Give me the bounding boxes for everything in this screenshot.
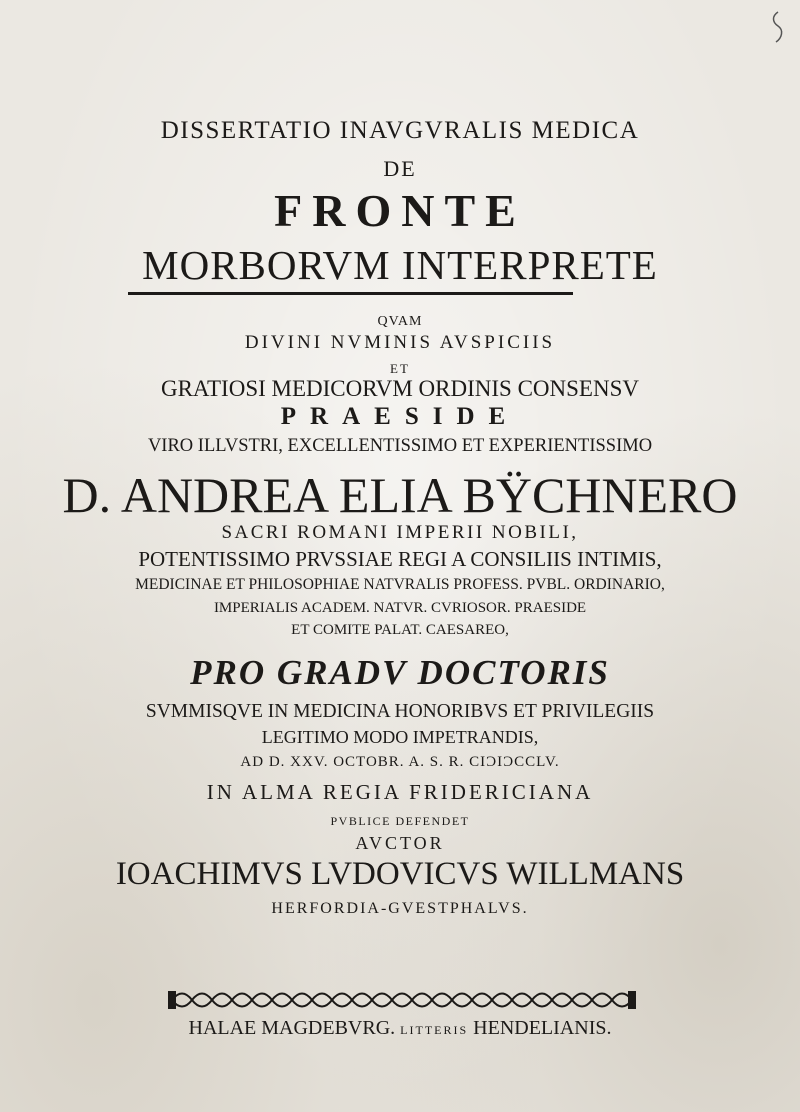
defendet-line: PVBLICE DEFENDET xyxy=(330,814,470,828)
corner-stamp-mark xyxy=(760,8,790,48)
date-line: AD D. XXV. OCTOBR. A. S. R. CIƆIƆCCLV. xyxy=(240,754,560,770)
viro-line: VIRO ILLVSTRI, EXCELLENTISSIMO ET EXPERIENTISSIMO xyxy=(147,436,653,456)
dissertation-heading: DISSERTATIO INAVGVRALIS MEDICA xyxy=(160,117,640,144)
university-line: IN ALMA REGIA FRIDERICIANA xyxy=(206,780,594,804)
imprint-litteris: LITTERIS xyxy=(400,1023,469,1037)
author-name: IOACHIMVS LVDOVICVS WILLMANS xyxy=(115,856,685,892)
qvam-word: QVAM xyxy=(377,314,423,329)
imprint-place: HALAE MAGDEBVRG. xyxy=(188,1017,396,1039)
potentissimo-line: POTENTISSIMO PRVSSIAE REGI A CONSILIIS INTIMIS, xyxy=(138,547,662,571)
praeside-word: PRAESIDE xyxy=(280,403,520,430)
imperialis-line: IMPERIALIS ACADEM. NATVR. CVRIOSOR. PRAESIDE xyxy=(213,600,587,616)
author-origin: HERFORDIA-GVESTPHALVS. xyxy=(271,900,529,917)
title-rule xyxy=(128,292,573,295)
de-word: DE xyxy=(383,156,417,181)
medicinae-line: MEDICINAE ET PHILOSOPHIAE NATVRALIS PROFESS. PVBL. ORDINARIO, xyxy=(135,576,665,593)
sacri-line: SACRI ROMANI IMPERII NOBILI, xyxy=(221,522,579,543)
et-word: ET xyxy=(390,361,410,376)
legitimo-line: LEGITIMO MODO IMPETRANDIS, xyxy=(261,727,539,747)
imprint-printer: HENDELIANIS. xyxy=(473,1017,612,1039)
imprint-line xyxy=(0,1018,800,1038)
pro-gradu-line: PRO GRADV DOCTORIS xyxy=(190,653,610,692)
svmmisqve-line: SVMMISQVE IN MEDICINA HONORIBVS ET PRIVILEGIIS xyxy=(145,701,655,722)
ornamental-border xyxy=(168,985,636,1015)
auctor-label: AVCTOR xyxy=(355,833,445,853)
comite-line: ET COMITE PALAT. CAESAREO, xyxy=(291,622,509,638)
main-title-subtitle: MORBORVM INTERPRETE xyxy=(142,242,658,288)
main-title-fronte: FRONTE xyxy=(274,185,526,236)
gratiosi-line: GRATIOSI MEDICORVM ORDINIS CONSENSV xyxy=(160,376,639,401)
praeses-name: D. ANDREA ELIA BŸCHNERO xyxy=(62,467,738,523)
divini-line: DIVINI NVMINIS AVSPICIIS xyxy=(244,332,556,353)
